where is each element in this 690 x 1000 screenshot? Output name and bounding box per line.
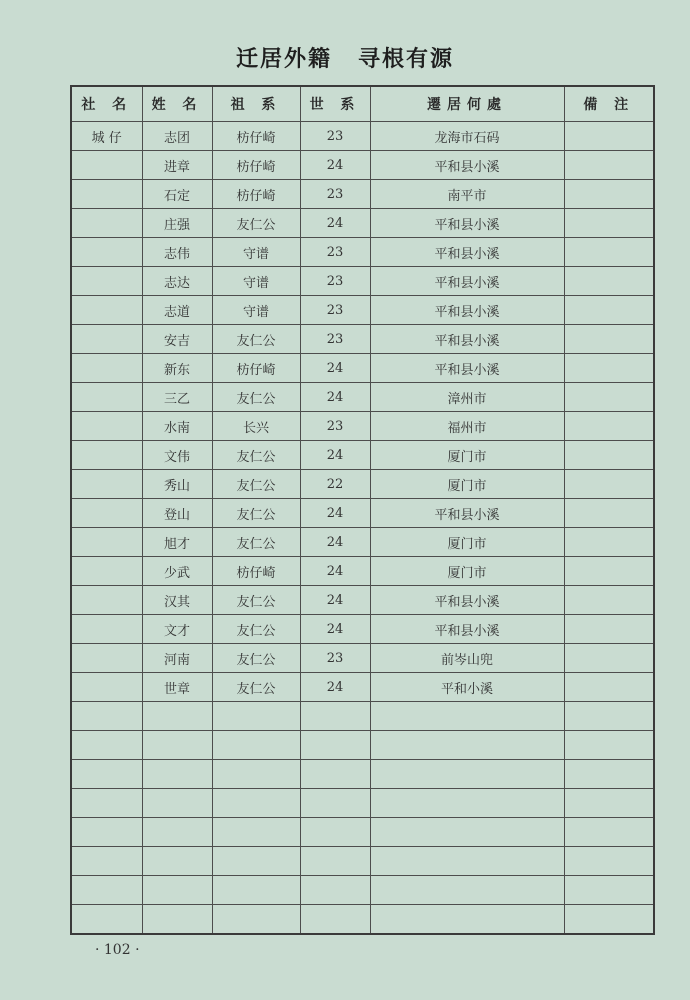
destination-cell: 平和县小溪 <box>370 238 564 267</box>
village-cell <box>71 180 142 209</box>
table-row <box>71 644 654 673</box>
generation-cell: 24 <box>300 673 370 702</box>
table-row <box>71 383 654 412</box>
village-cell <box>71 876 142 905</box>
table-header-row <box>71 86 654 122</box>
generation-cell <box>300 789 370 818</box>
village-cell <box>71 209 142 238</box>
generation-cell <box>300 818 370 847</box>
generation-cell: 24 <box>300 383 370 412</box>
village-cell <box>71 760 142 789</box>
generation-cell <box>300 731 370 760</box>
generation-cell: 23 <box>300 644 370 673</box>
name-cell: 石定 <box>142 180 212 209</box>
table-body <box>71 122 654 935</box>
name-cell: 庄强 <box>142 209 212 238</box>
village-cell <box>71 557 142 586</box>
name-cell: 秀山 <box>142 470 212 499</box>
name-cell: 安吉 <box>142 325 212 354</box>
name-cell: 水南 <box>142 412 212 441</box>
generation-cell: 24 <box>300 499 370 528</box>
destination-cell <box>370 760 564 789</box>
village-cell <box>71 644 142 673</box>
page-number: · 102 · <box>95 942 140 958</box>
lineage-cell: 友仁公 <box>212 644 300 673</box>
destination-cell <box>370 789 564 818</box>
lineage-cell: 枋仔崎 <box>212 557 300 586</box>
note-cell <box>564 354 654 383</box>
village-cell <box>71 470 142 499</box>
lineage-cell: 友仁公 <box>212 673 300 702</box>
destination-cell: 平和县小溪 <box>370 209 564 238</box>
name-cell <box>142 702 212 731</box>
note-cell <box>564 789 654 818</box>
lineage-cell: 友仁公 <box>212 615 300 644</box>
table-row <box>71 267 654 296</box>
table-row <box>71 354 654 383</box>
name-cell <box>142 789 212 818</box>
header-lineage: 祖 系 <box>212 86 300 122</box>
generation-cell: 24 <box>300 528 370 557</box>
village-cell <box>71 383 142 412</box>
generation-cell: 23 <box>300 325 370 354</box>
name-cell: 三乙 <box>142 383 212 412</box>
destination-cell <box>370 847 564 876</box>
destination-cell: 平和小溪 <box>370 673 564 702</box>
generation-cell: 24 <box>300 354 370 383</box>
village-cell <box>71 238 142 267</box>
destination-cell: 平和县小溪 <box>370 499 564 528</box>
generation-cell <box>300 905 370 935</box>
destination-cell: 南平市 <box>370 180 564 209</box>
table-row <box>71 557 654 586</box>
lineage-cell <box>212 731 300 760</box>
table-row <box>71 673 654 702</box>
generation-cell: 23 <box>300 238 370 267</box>
destination-cell <box>370 905 564 935</box>
table-row <box>71 441 654 470</box>
village-cell <box>71 673 142 702</box>
name-cell: 志团 <box>142 122 212 151</box>
lineage-cell <box>212 702 300 731</box>
name-cell: 文才 <box>142 615 212 644</box>
generation-cell: 23 <box>300 180 370 209</box>
note-cell <box>564 905 654 935</box>
table-row <box>71 818 654 847</box>
village-cell <box>71 789 142 818</box>
lineage-cell: 友仁公 <box>212 325 300 354</box>
destination-cell: 平和县小溪 <box>370 151 564 180</box>
note-cell <box>564 209 654 238</box>
name-cell: 登山 <box>142 499 212 528</box>
table-row <box>71 412 654 441</box>
note-cell <box>564 586 654 615</box>
destination-cell: 前岑山兜 <box>370 644 564 673</box>
generation-cell: 24 <box>300 151 370 180</box>
table-row <box>71 528 654 557</box>
village-cell <box>71 441 142 470</box>
generation-cell <box>300 702 370 731</box>
lineage-cell <box>212 876 300 905</box>
note-cell <box>564 644 654 673</box>
lineage-cell <box>212 818 300 847</box>
migration-table <box>70 85 655 935</box>
village-cell <box>71 905 142 935</box>
village-cell <box>71 151 142 180</box>
lineage-cell: 枋仔崎 <box>212 180 300 209</box>
destination-cell <box>370 818 564 847</box>
name-cell <box>142 847 212 876</box>
note-cell <box>564 122 654 151</box>
note-cell <box>564 296 654 325</box>
destination-cell: 厦门市 <box>370 470 564 499</box>
lineage-cell <box>212 789 300 818</box>
destination-cell: 厦门市 <box>370 557 564 586</box>
note-cell <box>564 180 654 209</box>
village-cell <box>71 818 142 847</box>
note-cell <box>564 470 654 499</box>
header-destination: 遷居何處 <box>370 86 564 122</box>
note-cell <box>564 760 654 789</box>
destination-cell: 厦门市 <box>370 441 564 470</box>
name-cell: 志道 <box>142 296 212 325</box>
name-cell: 汉其 <box>142 586 212 615</box>
header-note: 備 注 <box>564 86 654 122</box>
note-cell <box>564 702 654 731</box>
lineage-cell <box>212 905 300 935</box>
note-cell <box>564 818 654 847</box>
table-row <box>71 731 654 760</box>
destination-cell <box>370 731 564 760</box>
table-row <box>71 325 654 354</box>
name-cell: 文伟 <box>142 441 212 470</box>
lineage-cell: 友仁公 <box>212 441 300 470</box>
name-cell <box>142 905 212 935</box>
lineage-cell: 友仁公 <box>212 528 300 557</box>
header-name: 姓 名 <box>142 86 212 122</box>
name-cell <box>142 818 212 847</box>
destination-cell: 平和县小溪 <box>370 586 564 615</box>
generation-cell: 23 <box>300 267 370 296</box>
name-cell: 新东 <box>142 354 212 383</box>
destination-cell <box>370 876 564 905</box>
generation-cell: 24 <box>300 557 370 586</box>
note-cell <box>564 731 654 760</box>
title-part-1: 迁居外籍 <box>235 47 332 72</box>
header-village: 社 名 <box>71 86 142 122</box>
lineage-cell: 守谱 <box>212 238 300 267</box>
note-cell <box>564 383 654 412</box>
village-cell <box>71 586 142 615</box>
name-cell: 世章 <box>142 673 212 702</box>
table-row <box>71 151 654 180</box>
lineage-cell: 友仁公 <box>212 209 300 238</box>
lineage-cell: 友仁公 <box>212 470 300 499</box>
note-cell <box>564 876 654 905</box>
table-row <box>71 789 654 818</box>
lineage-cell: 枋仔崎 <box>212 151 300 180</box>
table-row <box>71 615 654 644</box>
note-cell <box>564 499 654 528</box>
destination-cell: 平和县小溪 <box>370 354 564 383</box>
generation-cell <box>300 847 370 876</box>
lineage-cell: 守谱 <box>212 296 300 325</box>
generation-cell: 23 <box>300 412 370 441</box>
table-row <box>71 180 654 209</box>
lineage-cell: 枋仔崎 <box>212 354 300 383</box>
page-title <box>0 42 690 73</box>
village-cell <box>71 731 142 760</box>
note-cell <box>564 847 654 876</box>
name-cell: 旭才 <box>142 528 212 557</box>
note-cell <box>564 151 654 180</box>
header-generation: 世 系 <box>300 86 370 122</box>
generation-cell: 24 <box>300 441 370 470</box>
destination-cell <box>370 702 564 731</box>
note-cell <box>564 615 654 644</box>
name-cell: 进章 <box>142 151 212 180</box>
lineage-cell: 友仁公 <box>212 499 300 528</box>
title-part-2: 寻根有源 <box>358 47 455 72</box>
village-cell <box>71 296 142 325</box>
table-row <box>71 847 654 876</box>
table-row <box>71 238 654 267</box>
village-cell <box>71 412 142 441</box>
destination-cell: 厦门市 <box>370 528 564 557</box>
lineage-cell: 友仁公 <box>212 586 300 615</box>
table-row <box>71 122 654 151</box>
generation-cell: 23 <box>300 122 370 151</box>
lineage-cell: 守谱 <box>212 267 300 296</box>
name-cell: 志伟 <box>142 238 212 267</box>
destination-cell: 福州市 <box>370 412 564 441</box>
generation-cell: 24 <box>300 209 370 238</box>
table-row <box>71 876 654 905</box>
village-cell <box>71 325 142 354</box>
generation-cell: 24 <box>300 586 370 615</box>
name-cell: 少武 <box>142 557 212 586</box>
name-cell <box>142 731 212 760</box>
generation-cell <box>300 760 370 789</box>
lineage-cell: 友仁公 <box>212 383 300 412</box>
lineage-cell <box>212 760 300 789</box>
village-cell <box>71 267 142 296</box>
table-row <box>71 760 654 789</box>
note-cell <box>564 267 654 296</box>
village-cell <box>71 499 142 528</box>
generation-cell: 24 <box>300 615 370 644</box>
village-cell <box>71 847 142 876</box>
generation-cell <box>300 876 370 905</box>
destination-cell: 漳州市 <box>370 383 564 412</box>
destination-cell: 平和县小溪 <box>370 296 564 325</box>
note-cell <box>564 238 654 267</box>
name-cell <box>142 760 212 789</box>
note-cell <box>564 441 654 470</box>
note-cell <box>564 557 654 586</box>
table-row <box>71 470 654 499</box>
table-row <box>71 209 654 238</box>
name-cell: 河南 <box>142 644 212 673</box>
generation-cell: 22 <box>300 470 370 499</box>
table-row <box>71 586 654 615</box>
note-cell <box>564 325 654 354</box>
destination-cell: 平和县小溪 <box>370 615 564 644</box>
note-cell <box>564 673 654 702</box>
village-cell <box>71 615 142 644</box>
table-row <box>71 905 654 935</box>
village-cell <box>71 702 142 731</box>
note-cell <box>564 412 654 441</box>
table-row <box>71 702 654 731</box>
village-cell: 城 仔 <box>71 122 142 151</box>
lineage-cell: 枋仔崎 <box>212 122 300 151</box>
village-cell <box>71 354 142 383</box>
note-cell <box>564 528 654 557</box>
name-cell <box>142 876 212 905</box>
table-row <box>71 499 654 528</box>
generation-cell: 23 <box>300 296 370 325</box>
destination-cell: 平和县小溪 <box>370 325 564 354</box>
name-cell: 志达 <box>142 267 212 296</box>
lineage-cell: 长兴 <box>212 412 300 441</box>
lineage-cell <box>212 847 300 876</box>
destination-cell: 龙海市石码 <box>370 122 564 151</box>
village-cell <box>71 528 142 557</box>
destination-cell: 平和县小溪 <box>370 267 564 296</box>
table-row <box>71 296 654 325</box>
